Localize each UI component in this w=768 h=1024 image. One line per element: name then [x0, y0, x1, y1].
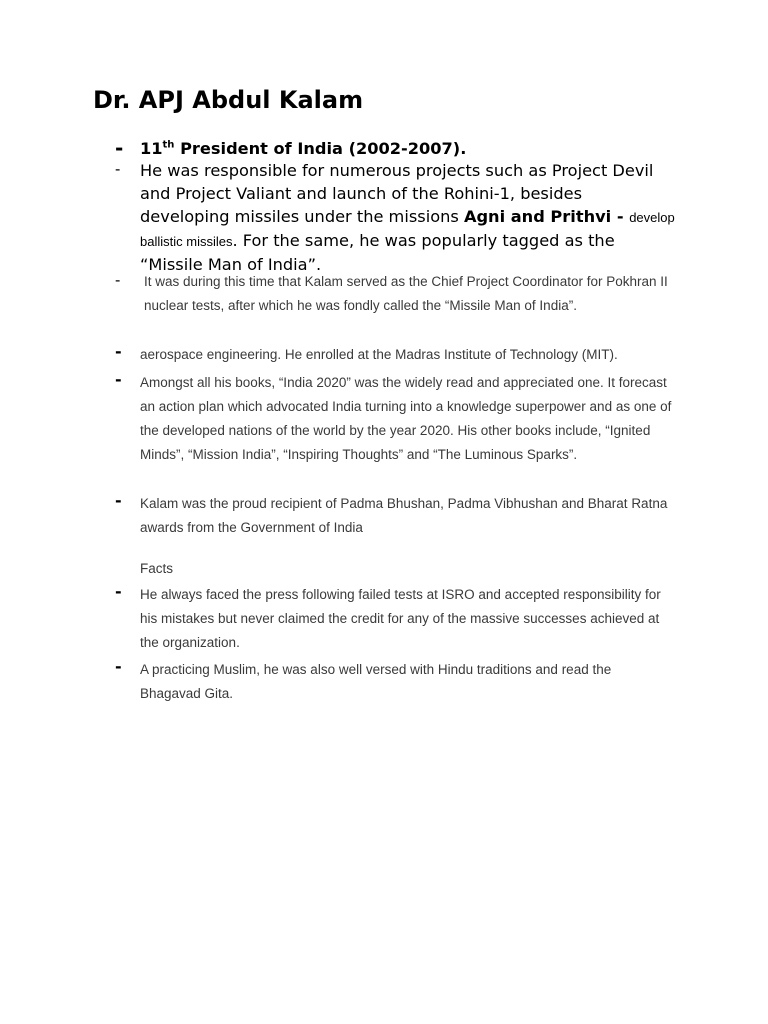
list-item: [115, 492, 675, 540]
list-item-text: Kalam was the proud recipient of Padma Bhushan, Padma Vibhushan and Bharat Ratna awards from the Government of India: [140, 496, 668, 535]
fact-item-text: He always faced the press following failed tests at ISRO and accepted responsibility for his mistakes but never claimed the credit for any of the massive successes achieved at the organization.: [140, 587, 661, 650]
list-item-text: [140, 159, 675, 276]
ordinal-suffix: th: [162, 139, 175, 151]
bullet-dash: -: [115, 582, 122, 601]
list-item: [115, 137, 675, 160]
bullet-dash: -: [115, 342, 122, 361]
president-term: President of India (2002-2007).: [174, 139, 467, 158]
fact-item: [115, 658, 675, 706]
list-item: [115, 343, 675, 367]
bullet-dash: -: [115, 370, 122, 389]
page-title: Dr. APJ Abdul Kalam: [93, 86, 364, 114]
list-item-text: aerospace engineering. He enrolled at the Madras Institute of Technology (MIT).: [140, 347, 618, 362]
list-item: [115, 371, 675, 467]
list-item-text: Amongst all his books, “India 2020” was the widely read and appreciated one. It forecast an action plan which advocated India turning into a knowledge superpower and as one of the developed nations of the world by the year 2020. His other books include, “Ignited Minds”, “Mission India”, “Inspiring Thoughts” and “The Luminous Sparks”.: [140, 375, 672, 462]
bullet-dash: -: [115, 161, 121, 178]
projects-text: He was responsible for numerous projects such as Project Devil and Project Valiant and launch of the Rohini-1, besides developing missiles under the missions: [140, 161, 654, 226]
list-item-text: It was during this time that Kalam served as the Chief Project Coordinator for Pokhran II nuclear tests, after which he was fondly called the “Missile Man of India”.: [144, 274, 668, 313]
bullet-dash: -: [115, 657, 122, 676]
ordinal-number: 11: [140, 139, 163, 158]
list-item: [115, 159, 675, 276]
bullet-dash: -: [115, 491, 122, 510]
missions-text: Agni and Prithvi -: [463, 207, 630, 226]
list-item: [115, 270, 675, 318]
facts-heading: Facts: [140, 561, 174, 576]
bullet-dash: -: [115, 136, 124, 160]
fact-item: [115, 583, 675, 655]
bullet-dash: -: [115, 272, 121, 289]
list-item-text: [140, 137, 675, 160]
missile-man-text: . For the same, he was popularly tagged as the “Missile Man of India”.: [140, 231, 615, 274]
missiles-note: develop ballistic missiles: [140, 210, 675, 249]
fact-item-text: A practicing Muslim, he was also well versed with Hindu traditions and read the Bhagavad Gita.: [140, 662, 612, 701]
